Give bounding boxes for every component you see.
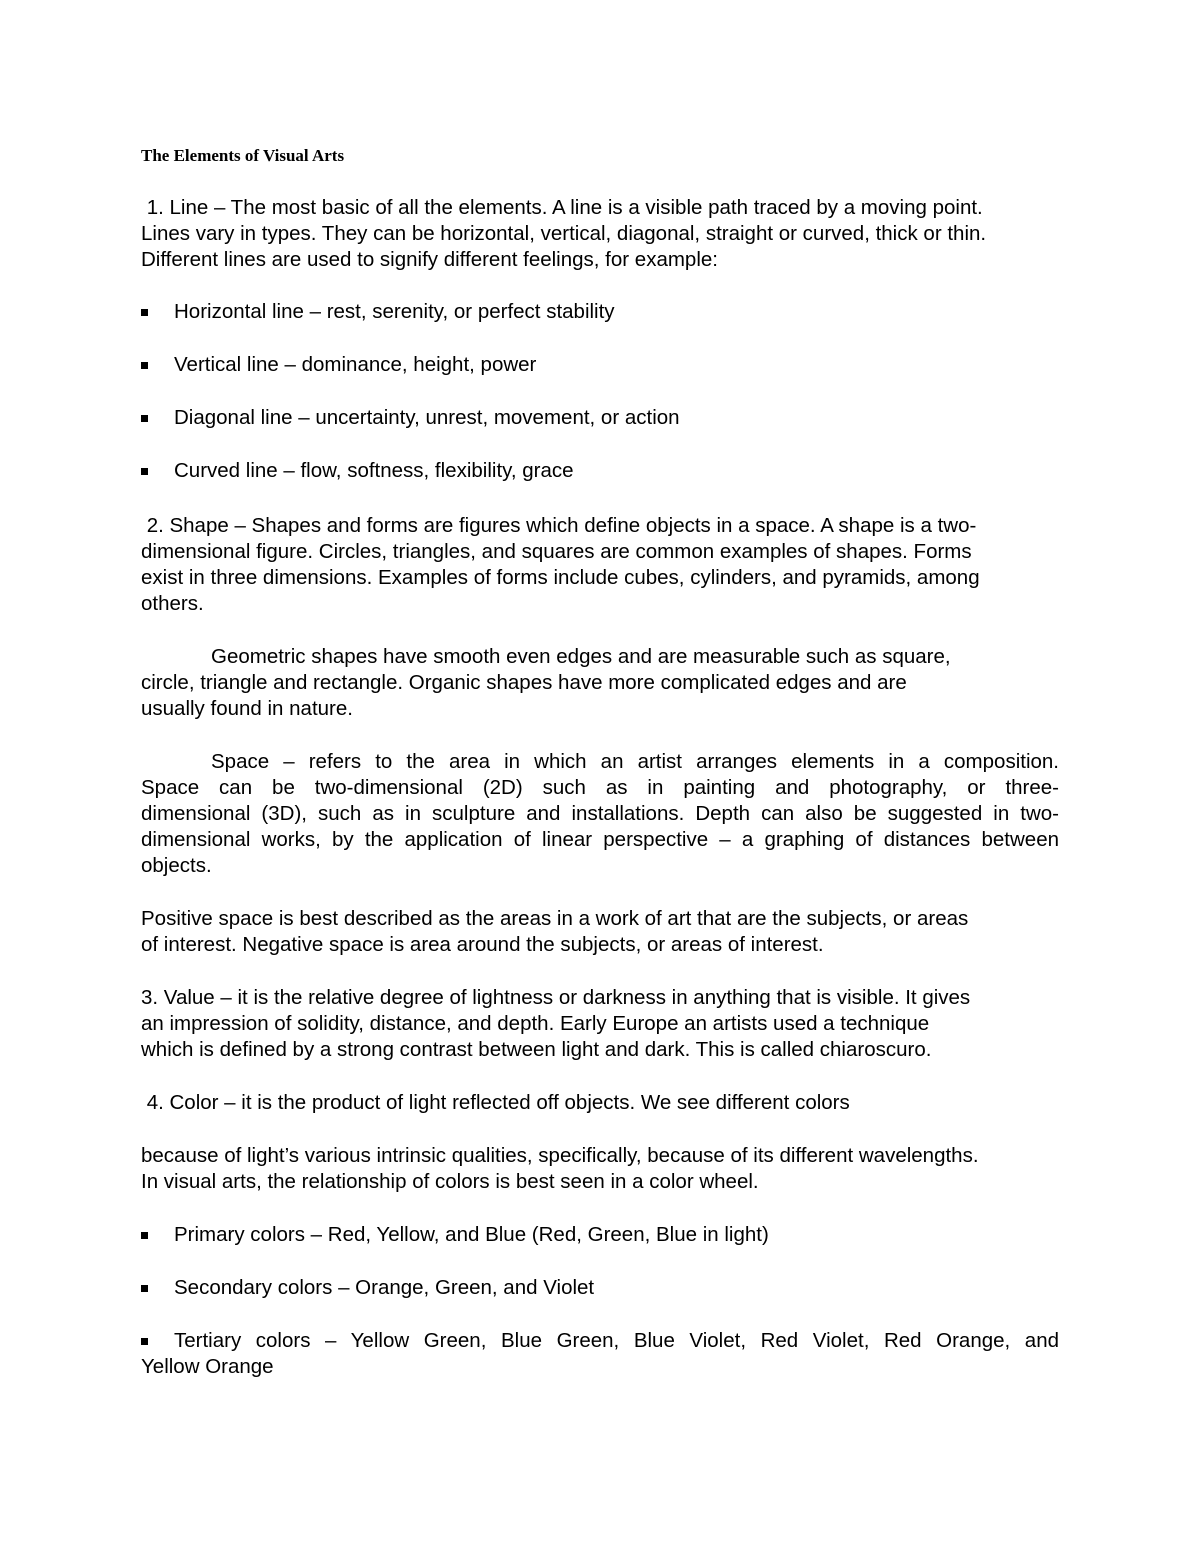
paragraph-line: exist in three dimensions. Examples of forms include cubes, cylinders, and pyramids, among — [141, 566, 980, 589]
paragraph-line: 1. Line – The most basic of all the elements. A line is a visible path traced by a moving point. — [141, 196, 983, 219]
paragraph-line: because of light’s various intrinsic qualities, specifically, because of its different wavelengths. — [141, 1144, 979, 1167]
paragraph-line: dimensional figure. Circles, triangles, and squares are common examples of shapes. Forms — [141, 540, 972, 563]
paragraph-line: circle, triangle and rectangle. Organic shapes have more complicated edges and are — [141, 671, 907, 694]
list-item-text: Secondary colors – Orange, Green, and Violet — [174, 1276, 595, 1299]
bullet-marker-icon — [141, 1338, 148, 1345]
color-section-paragraph — [141, 1143, 1059, 1195]
value-section-paragraph — [141, 985, 1059, 1063]
list-item — [141, 405, 1059, 431]
list-item — [141, 1222, 1059, 1248]
paragraph-line: others. — [141, 592, 204, 615]
paragraph-line: dimensional (3D), such as in sculpture and installations. Depth can also be suggested in two- — [141, 802, 1059, 825]
list-item-text-continuation: Yellow Orange — [141, 1355, 274, 1378]
document-title: The Elements of Visual Arts — [141, 146, 345, 165]
list-item — [141, 1275, 1059, 1301]
geometric-shapes-paragraph — [141, 644, 1059, 722]
shape-section-paragraph — [141, 513, 1059, 617]
list-item-text: Primary colors – Red, Yellow, and Blue (Red, Green, Blue in light) — [174, 1223, 769, 1246]
bullet-marker-icon — [141, 1232, 148, 1239]
list-item-text: Vertical line – dominance, height, power — [174, 353, 537, 376]
paragraph-line: Space – refers to the area in which an artist arranges elements in a composition. — [211, 750, 1059, 773]
line-section-paragraph — [141, 195, 1059, 273]
list-item — [141, 299, 1059, 325]
bullet-marker-icon — [141, 1285, 148, 1292]
list-item — [141, 458, 1059, 484]
positive-space-paragraph — [141, 906, 1059, 958]
paragraph-line: In visual arts, the relationship of colors is best seen in a color wheel. — [141, 1170, 759, 1193]
paragraph-line: Positive space is best described as the areas in a work of art that are the subjects, or areas — [141, 907, 969, 930]
paragraph-line: of interest. Negative space is area around the subjects, or areas of interest. — [141, 933, 824, 956]
list-item-text: Horizontal line – rest, serenity, or perfect stability — [174, 300, 615, 323]
paragraph-line: usually found in nature. — [141, 697, 353, 720]
paragraph-line: 4. Color – it is the product of light reflected off objects. We see different colors — [141, 1091, 850, 1114]
list-item-text: Curved line – flow, softness, flexibility, grace — [174, 459, 574, 482]
paragraph-line: 3. Value – it is the relative degree of lightness or darkness in anything that is visible. It gives — [141, 986, 971, 1009]
list-item-text: Diagonal line – uncertainty, unrest, movement, or action — [174, 406, 680, 429]
paragraph-line: an impression of solidity, distance, and depth. Early Europe an artists used a technique — [141, 1012, 930, 1035]
bullet-marker-icon — [141, 415, 148, 422]
paragraph-line: objects. — [141, 854, 212, 877]
bullet-marker-icon — [141, 309, 148, 316]
paragraph-line: Geometric shapes have smooth even edges and are measurable such as square, — [211, 645, 951, 668]
bullet-marker-icon — [141, 468, 148, 475]
paragraph-line: which is defined by a strong contrast between light and dark. This is called chiaroscuro. — [141, 1038, 932, 1061]
bullet-marker-icon — [141, 362, 148, 369]
list-item-text: Tertiary colors – Yellow Green, Blue Green, Blue Violet, Red Violet, Red Orange, and — [174, 1329, 1059, 1352]
list-item — [141, 352, 1059, 378]
color-section-heading — [141, 1090, 1059, 1116]
space-paragraph — [141, 749, 1059, 879]
paragraph-line: dimensional works, by the application of linear perspective – a graphing of distances between — [141, 828, 1059, 851]
list-item — [141, 1328, 1059, 1380]
paragraph-line: Different lines are used to signify different feelings, for example: — [141, 248, 718, 271]
paragraph-line: 2. Shape – Shapes and forms are figures which define objects in a space. A shape is a two- — [141, 514, 977, 537]
paragraph-line: Space can be two-dimensional (2D) such as in painting and photography, or three- — [141, 776, 1059, 799]
paragraph-line: Lines vary in types. They can be horizontal, vertical, diagonal, straight or curved, thick or thin. — [141, 222, 987, 245]
